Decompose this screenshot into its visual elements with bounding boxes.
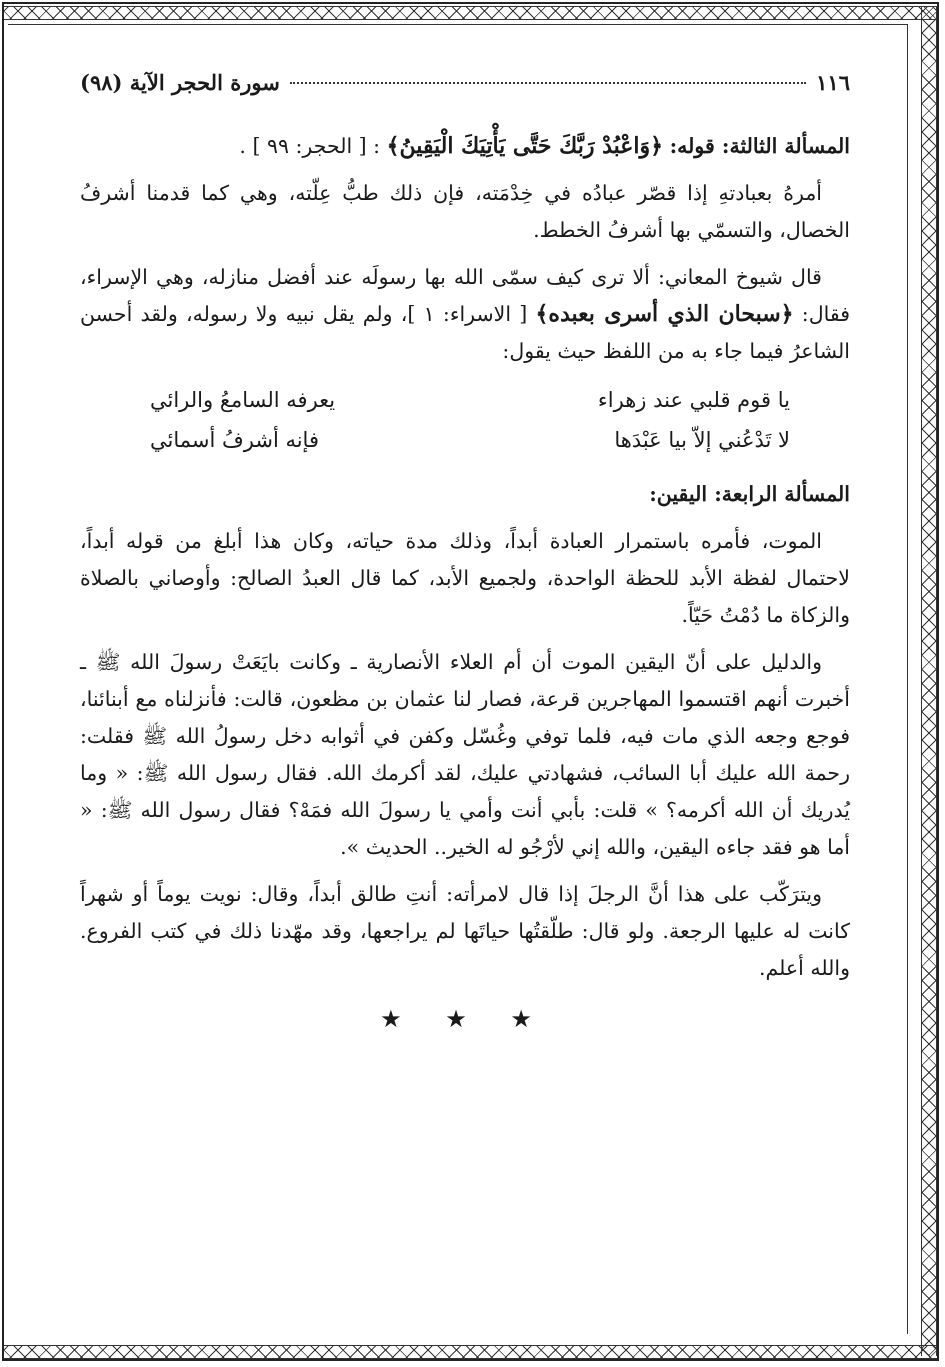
masala-3-paragraph-2-part-a: قال شيوخ المعاني: ألا ترى كيف سمّى الله بها رسولَه عند أفضل منازله، وهي الإسراء، فقال:	[80, 265, 850, 326]
masala-3-paragraph-2	[80, 259, 850, 370]
page-content	[80, 70, 850, 1310]
masala-3-paragraph-2-part-b: [ الاسراء: ١ ]، ولم يقل نبيه ولا رسوله، ولقد أحسن الشاعرُ فيما جاء به من اللفظ حيث يقول:	[80, 302, 850, 363]
ornamental-border-bottom	[4, 1345, 937, 1359]
poem	[80, 380, 850, 460]
poem-line-2-second-hemistich: فإنه أشرفُ أسمائي	[150, 428, 319, 452]
poem-line-1-first-hemistich: يا قوم قلبي عند زهراء	[597, 388, 790, 412]
masala-4-paragraph-1: الموت، فأمره باستمرار العبادة أبداً، وذلك مدة حياته، وكان هذا أبلغ من قوله أبداً، لاحتمال لفظة الأبد للحظة الواحدة، ولجميع الأبد، كما قال العبدُ الصالح: وأوصاني بالصلاة والزكاة ما دُمْتُ حَيّاً.	[80, 529, 850, 627]
surah-title: سورة الحجر الآية (٩٨)	[80, 70, 280, 95]
poem-line-2-first-hemistich: لا تَدْعُني إلاّ بيا عَبْدَها	[614, 428, 790, 452]
page-number: ١١٦	[816, 70, 850, 95]
running-header	[80, 70, 850, 110]
masala-3-heading: المسألة الثالثة: قوله:	[669, 134, 850, 158]
masala-3-verse: ﴿وَاعْبُدْ رَبَّكَ حَتَّى يَأْتِيَكَ الْيَقِينُ﴾	[386, 133, 664, 159]
poem-line-2	[80, 420, 850, 460]
masala-4-paragraph-3: ويترَكّب على هذا أنَّ الرجلَ إذا قال لامرأته: أنتِ طالق أبداً، وقال: نويت يوماً أو شهراً كانت له عليها الرجعة. ولو قال: طلّقتُها حياتَها لم يراجعها، وقد مهّدنا ذلك في كتب الفروع. والله أعلم.	[80, 882, 850, 980]
masala-4-heading: المسألة الرابعة: اليقين:	[649, 482, 850, 506]
ornamental-border-top	[4, 6, 937, 20]
header-dot-leader	[290, 82, 806, 84]
section-end-stars: ★ ★ ★	[380, 1005, 550, 1033]
masala-3-paragraph-1: أمرهُ بعبادتهِ إذا قصّر عبادُه في خِدْمَته، فإن ذلك طبُّ عِلّته، وهي كما قدمنا أشرفُ الخصال، والتسمّي بها أشرفُ الخطط.	[80, 181, 850, 242]
masala-4-paragraph-2: والدليل على أنّ اليقين الموت أن أم العلاء الأنصارية ـ وكانت بايَعَتْ رسولَ الله ﷺ ـ أخبرت أنهم اقتسموا المهاجرين قرعة، فصار لنا عثمان بن مظعون، قالت: فأنزلناه مع أبنائنا، فوجع وجعه الذي مات فيه، فلما توفي وغُسّل وكفن في أثوابه دخل رسولُ الله ﷺ فقلت: رحمة الله عليك أبا السائب، فشهادتي عليك، لقد أكرمك الله. فقال رسول الله ﷺ: « وما يُدريك أن الله أكرمه؟ » قلت: بأبي أنت وأمي يا رسولَ الله فمَهْ؟ فقال رسول الله ﷺ: « أما هو فقد جاءه اليقين، والله إني لأرْجُو له الخير.. الحديث ».	[80, 650, 850, 859]
ornamental-border-right	[921, 6, 937, 1356]
poem-line-1-second-hemistich: يعرفه السامعُ والرائي	[150, 388, 336, 412]
masala-3-heading-line	[80, 128, 850, 165]
masala-3-paragraph-2-verse: ﴿سبحان الذي أسرى بعبده﴾	[535, 301, 794, 327]
poem-line-1	[80, 380, 850, 420]
masala-3-reference: : [ الحجر: ٩٩ ] .	[239, 134, 381, 158]
